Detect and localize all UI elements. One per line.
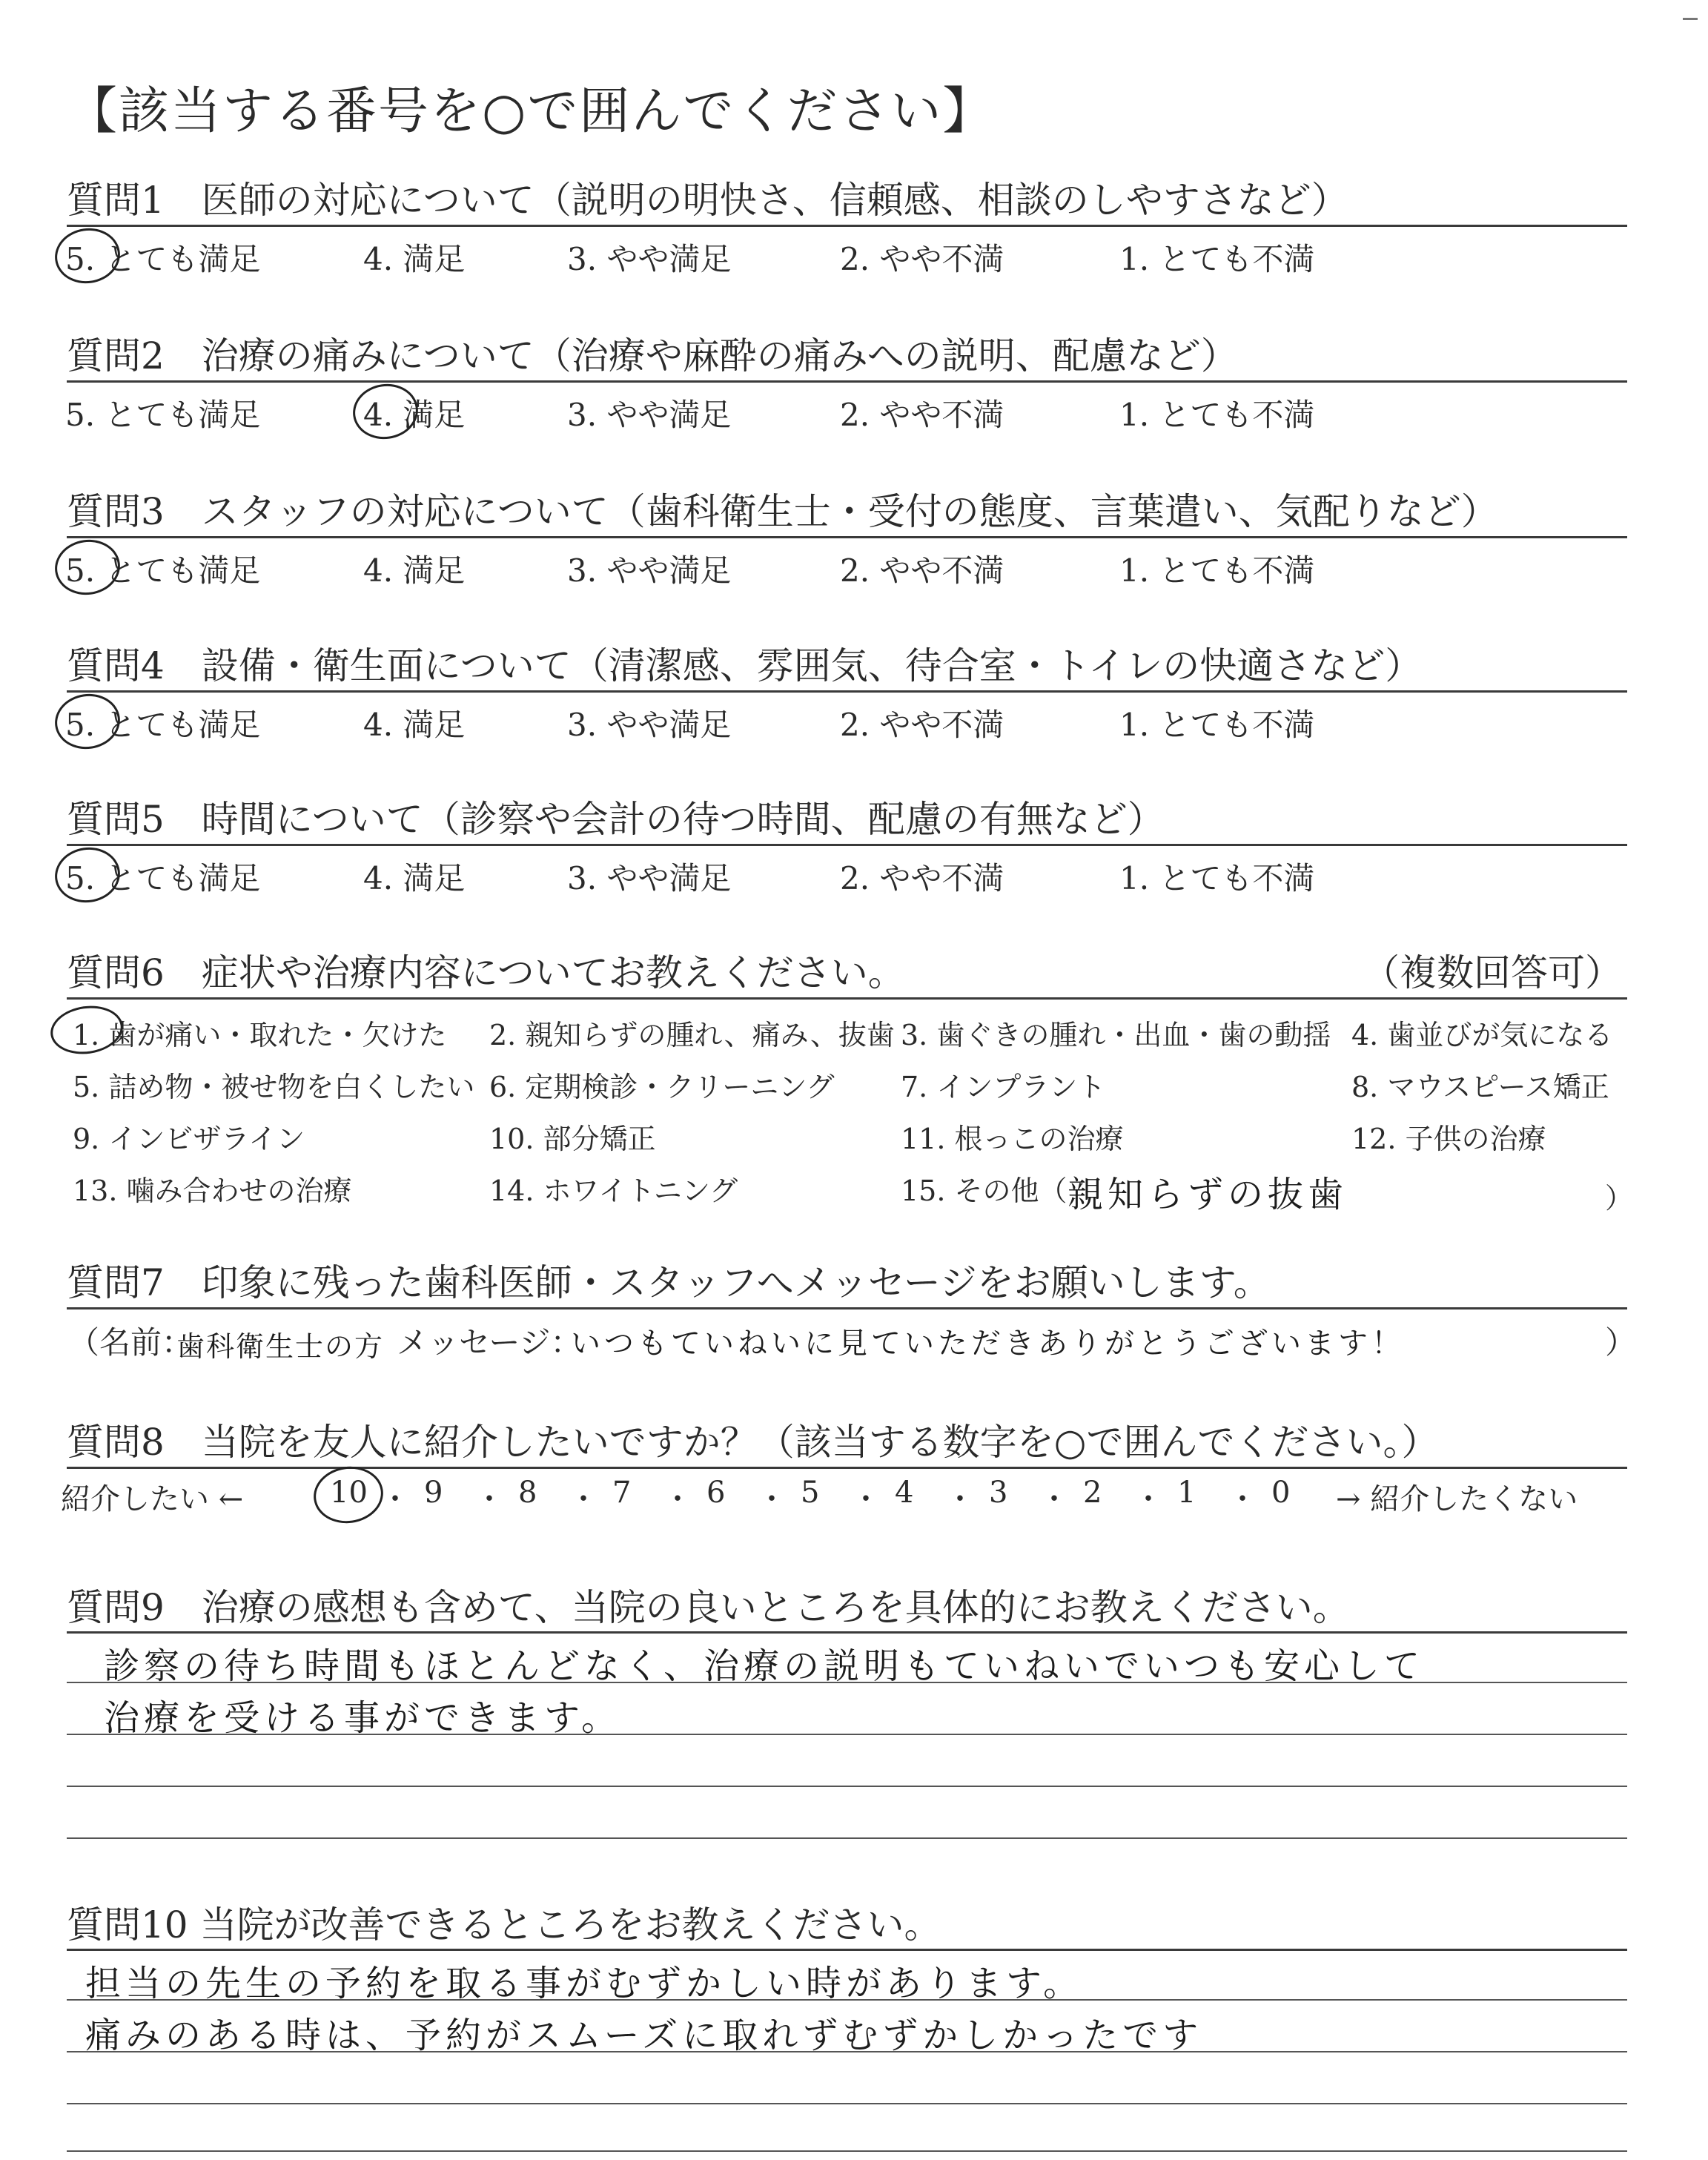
q3-label: 質問3 スタッフの対応について（歯科衛生士・受付の態度、言葉遣い、気配りなど） (67, 490, 1498, 533)
q6-item-15[interactable]: 15. その他（ (901, 1175, 1068, 1207)
q8-scale-separator: ・ (663, 1482, 692, 1516)
q1-rule (67, 225, 1627, 227)
q3-option-5[interactable]: 5. とても満足 (65, 552, 261, 589)
q1-option-4[interactable]: 4. 満足 (363, 241, 466, 277)
q7-name-answer: 歯科衛生士の方 (176, 1330, 385, 1363)
q10-line-3 (67, 2103, 1627, 2104)
q7-message-answer: いつもていねいに見ていただきありがとうございます！ (571, 1327, 1405, 1361)
q6-note: （複数回答可） (1363, 951, 1622, 994)
q3-option-1[interactable]: 1. とても不満 (1119, 552, 1315, 589)
q7-rule (67, 1307, 1627, 1309)
q9-line-3 (67, 1786, 1627, 1787)
q9-line-4 (67, 1837, 1627, 1839)
q6-item-14[interactable]: 14. ホワイトニング (489, 1175, 738, 1207)
q8-scale-7[interactable]: 7 (612, 1476, 632, 1510)
q1-option-3[interactable]: 3. やや満足 (567, 241, 732, 277)
q5-option-5[interactable]: 5. とても満足 (65, 860, 261, 896)
q10-line-4 (67, 2150, 1627, 2152)
scan-corner-mark (1683, 18, 1698, 20)
q5-rule (67, 844, 1627, 846)
q3-rule (67, 536, 1627, 538)
q7-label: 質問7 印象に残った歯科医師・スタッフへメッセージをお願いします。 (67, 1261, 1271, 1304)
q5-option-4[interactable]: 4. 満足 (363, 860, 466, 896)
q8-scale-separator: ・ (757, 1482, 787, 1516)
q8-scale-0[interactable]: 0 (1271, 1476, 1291, 1510)
q6-item-11[interactable]: 11. 根っこの治療 (901, 1123, 1124, 1155)
q5-option-1[interactable]: 1. とても不満 (1119, 860, 1315, 896)
q6-item-8[interactable]: 8. マウスピース矯正 (1351, 1071, 1609, 1103)
q7-name-label: （名前： (68, 1324, 193, 1361)
q7-message-label: メッセージ： (397, 1324, 582, 1361)
q4-option-2[interactable]: 2. やや不満 (840, 707, 1004, 743)
q1-label: 質問1 医師の対応について（説明の明快さ、信頼感、相談のしやすさなど） (67, 179, 1348, 222)
q8-left-label: 紹介したい ← (61, 1482, 244, 1516)
q4-option-4[interactable]: 4. 満足 (363, 707, 466, 743)
q8-scale-1[interactable]: 1 (1177, 1476, 1196, 1510)
q2-rule (67, 380, 1627, 383)
page-title: 【該当する番号を○で囲んでください】 (67, 82, 995, 141)
q8-right-label: → 紹介したくない (1336, 1482, 1578, 1516)
q6-other-close: ） (1605, 1182, 1634, 1215)
q2-option-2[interactable]: 2. やや不満 (840, 397, 1004, 433)
q8-scale-separator: ・ (1133, 1482, 1163, 1516)
q2-option-1[interactable]: 1. とても不満 (1119, 397, 1315, 433)
q1-option-5[interactable]: 5. とても満足 (65, 241, 261, 277)
q8-rule (67, 1467, 1627, 1469)
q9-answer-line-2: 治療を受ける事ができます。 (104, 1697, 622, 1739)
q6-item-2[interactable]: 2. 親知らずの腫れ、痛み、抜歯 (489, 1019, 895, 1051)
q2-label: 質問2 治療の痛みについて（治療や麻酔の痛みへの説明、配慮など） (67, 334, 1238, 377)
q6-item-6[interactable]: 6. 定期検診・クリーニング (489, 1071, 835, 1103)
q6-label: 質問6 症状や治療内容についてお教えください。 (67, 951, 905, 994)
q8-scale-separator: ・ (851, 1482, 881, 1516)
q8-scale-separator: ・ (474, 1482, 504, 1516)
q6-item-7[interactable]: 7. インプラント (901, 1071, 1106, 1103)
q6-other-answer: 親知らずの抜歯 (1068, 1174, 1348, 1215)
q8-scale-8[interactable]: 8 (518, 1476, 537, 1510)
q4-label: 質問4 設備・衛生面について（清潔感、雰囲気、待合室・トイレの快適さなど） (67, 644, 1423, 687)
q6-rule (67, 997, 1627, 1000)
q5-option-3[interactable]: 3. やや満足 (567, 860, 732, 896)
q8-scale-4[interactable]: 4 (895, 1476, 914, 1510)
q4-option-1[interactable]: 1. とても不満 (1119, 707, 1315, 743)
q8-scale-6[interactable]: 6 (706, 1476, 726, 1510)
q4-option-3[interactable]: 3. やや満足 (567, 707, 732, 743)
q8-scale-separator: ・ (569, 1482, 598, 1516)
q1-option-1[interactable]: 1. とても不満 (1119, 241, 1315, 277)
q8-scale-separator: ・ (380, 1482, 410, 1516)
q6-item-9[interactable]: 9. インビザライン (73, 1123, 305, 1155)
q4-rule (67, 690, 1627, 693)
q2-option-5[interactable]: 5. とても満足 (65, 397, 261, 433)
q8-scale-separator: ・ (1039, 1482, 1069, 1516)
q5-option-2[interactable]: 2. やや不満 (840, 860, 1004, 896)
q6-item-13[interactable]: 13. 噛み合わせの治療 (73, 1175, 352, 1207)
q6-item-4[interactable]: 4. 歯並びが気になる (1351, 1019, 1613, 1051)
q6-item-1[interactable]: 1. 歯が痛い・取れた・欠けた (73, 1019, 447, 1051)
q2-option-4[interactable]: 4. 満足 (363, 397, 466, 433)
q6-item-5[interactable]: 5. 詰め物・被せ物を白くしたい (73, 1071, 475, 1103)
q5-label: 質問5 時間について（診察や会計の待つ時間、配慮の有無など） (67, 798, 1165, 841)
q9-answer-line-1: 診察の待ち時間もほとんどなく、治療の説明もていねいでいつも安心して (104, 1645, 1425, 1687)
q3-option-4[interactable]: 4. 満足 (363, 552, 466, 589)
q8-scale-3[interactable]: 3 (989, 1476, 1008, 1510)
q8-scale-separator: ・ (1228, 1482, 1257, 1516)
q10-answer-line-1: 担当の先生の予約を取る事がむずかしい時があります。 (85, 1963, 1084, 2004)
q6-item-10[interactable]: 10. 部分矯正 (489, 1123, 656, 1155)
q10-answer-line-2: 痛みのある時は、予約がスムーズに取れずむずかしかったです (85, 2015, 1203, 2056)
q7-close: ） (1605, 1324, 1637, 1361)
q8-scale-separator: ・ (945, 1482, 975, 1516)
q6-item-3[interactable]: 3. 歯ぐきの腫れ・出血・歯の動揺 (901, 1019, 1331, 1051)
q3-option-3[interactable]: 3. やや満足 (567, 552, 732, 589)
q3-option-2[interactable]: 2. やや不満 (840, 552, 1004, 589)
q8-scale-9[interactable]: 9 (424, 1476, 443, 1510)
q4-option-5[interactable]: 5. とても満足 (65, 707, 261, 743)
q1-option-2[interactable]: 2. やや不満 (840, 241, 1004, 277)
q9-label: 質問9 治療の感想も含めて、当院の良いところを具体的にお教えください。 (67, 1586, 1350, 1629)
q8-scale-2[interactable]: 2 (1083, 1476, 1102, 1510)
q8-scale-5[interactable]: 5 (801, 1476, 820, 1510)
q10-label: 質問10 当院が改善できるところをお教えください。 (67, 1903, 941, 1946)
q8-scale-10[interactable]: 10 (330, 1476, 368, 1510)
q10-rule (67, 1949, 1627, 1951)
q9-rule (67, 1631, 1627, 1634)
q8-label: 質問8 当院を友人に紹介したいですか？（該当する数字を○で囲んでください。） (67, 1421, 1439, 1464)
q6-item-12[interactable]: 12. 子供の治療 (1351, 1123, 1546, 1155)
q2-option-3[interactable]: 3. やや満足 (567, 397, 732, 433)
